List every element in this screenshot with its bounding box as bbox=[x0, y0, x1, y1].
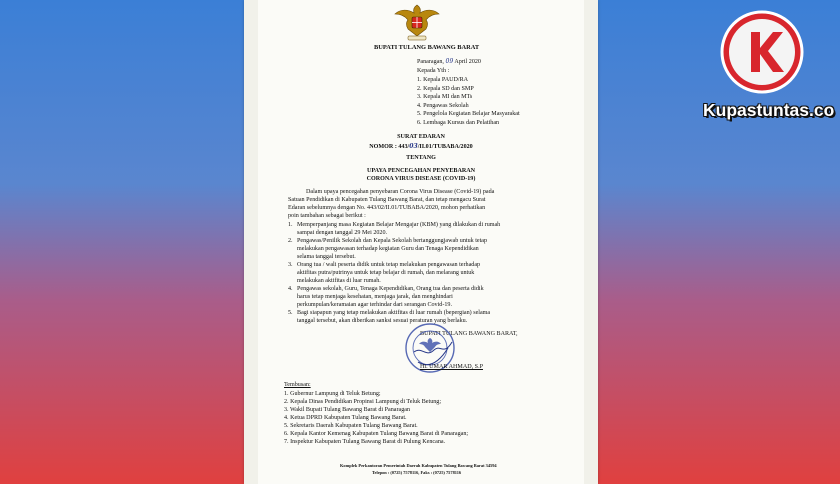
point-number: 4. bbox=[288, 286, 293, 292]
point-line: melakukan pengawasan terhadap kegiatan Guru dan Tenaga Kependidikan bbox=[297, 246, 479, 252]
subject-line-1: UPAYA PENCEGAHAN PENYEBARAN bbox=[366, 168, 476, 174]
point-line: Bagi siapapun yang tetap melakukan aktifitas di luar rumah (bepergian) selama bbox=[297, 310, 491, 316]
point-line: Pengawas sekolah, Guru, Tenaga Kependidikan, Orang tua dan peserta didik bbox=[297, 286, 484, 292]
recipients-label: Kepada Yth : bbox=[417, 68, 450, 74]
brand-logo-icon bbox=[720, 10, 804, 94]
cc-item: 2. Kepala Dinas Pendidikan Propinsi Lampung di Teluk Betung; bbox=[284, 399, 442, 405]
intro-line: Satuan Pendidikan di Kabupaten Tulang Bawang Barat, dan tetap mengacu Surat bbox=[288, 197, 486, 203]
point-number: 3. bbox=[288, 262, 293, 268]
about-label: TENTANG bbox=[406, 155, 436, 161]
cc-item: 7. Inspektur Kabupaten Tulang Bawang Barat di Pulung Kencana. bbox=[284, 439, 446, 445]
point-line: melakukan aktifitas di luar rumah. bbox=[297, 278, 381, 284]
doc-number bbox=[244, 143, 598, 151]
signature-title: BUPATI TULANG BAWANG BARAT, bbox=[420, 331, 518, 337]
recipient-item: 5. Pengelola Kegiatan Belajar Masyarakat bbox=[417, 111, 520, 117]
cc-item: 6. Kepala Kantor Kemenag Kabupaten Tulang Bawang Barat di Panaragan; bbox=[284, 431, 469, 437]
footer-address: Komplek Perkantoran Pemerintah Daerah Kabupaten Tulang Bawang Barat 34594 bbox=[340, 463, 497, 468]
letter-page bbox=[244, 0, 598, 484]
intro-line: Edaran sebelumnya dengan No. 443/02/II.01/TUBABA/2020, mohon perhatikan bbox=[288, 205, 486, 211]
point-line: aktifitas putra/putrinya untuk tetap belajar di rumah, dan melarang untuk bbox=[297, 270, 475, 276]
cc-item: 4. Ketua DPRD Kabupaten Tulang Bawang Barat. bbox=[284, 415, 407, 421]
signature-name: Hi. UMAR AHMAD, S.P bbox=[420, 364, 483, 370]
doc-type: SURAT EDARAN bbox=[397, 134, 445, 140]
paper-edge-left bbox=[244, 0, 258, 484]
subject-line-2: CORONA VIRUS DISEASE (COVID-19) bbox=[366, 176, 476, 182]
cc-item: 1. Gubernur Lampung di Teluk Betung; bbox=[284, 391, 381, 397]
point-line: tanggal tersebut, akan diberikan sanksi sesuai peraturan yang berlaku. bbox=[297, 318, 468, 324]
doc-number-prefix: NOMOR : 443/ bbox=[369, 144, 410, 150]
point-line: Pengawas/Penilik Sekolah dan Kepala Sekolah bertanggungjawab untuk tetap bbox=[297, 238, 488, 244]
intro-line: Dalam upaya pencegahan penyebaran Corona Virus Disease (Covid-19) pada bbox=[306, 189, 495, 195]
point-number: 1. bbox=[288, 222, 293, 228]
garuda-emblem-icon bbox=[394, 2, 440, 42]
recipient-item: 4. Pengawas Sekolah bbox=[417, 102, 469, 109]
point-line: Orang tua / wali peserta didik untuk tetap melakukan pengawasan terhadap bbox=[297, 262, 481, 268]
issuer-title: BUPATI TULANG BAWANG BARAT bbox=[374, 44, 480, 51]
point-line: harus tetap menjaga kesehatan, menjaga jarak, dan menghindari bbox=[297, 294, 453, 300]
cc-item: 3. Wakil Bupati Tulang Bawang Barat di Panaragan bbox=[284, 407, 410, 413]
cc-label: Tembusan: bbox=[284, 382, 311, 388]
doc-number-suffix: /II.01/TUBABA/2020 bbox=[417, 144, 473, 150]
place-date-rest: April 2020 bbox=[454, 59, 481, 65]
point-number: 2. bbox=[288, 238, 293, 244]
recipient-item: 6. Lembaga Kursus dan Pelatihan bbox=[417, 119, 500, 126]
place-date-day: 09 bbox=[445, 58, 454, 65]
doc-number-hand: 03 bbox=[409, 143, 418, 150]
recipient-item: 3. Kepala MI dan MTs bbox=[417, 94, 473, 100]
intro-line: poin tambahan sebagai berikut : bbox=[288, 213, 366, 219]
point-line: Memperpanjang masa Kegiatan Belajar Mengajar (KBM) yang dilakukan di rumah bbox=[297, 222, 501, 228]
place-date bbox=[417, 58, 481, 66]
point-line: sampai dengan tanggal 29 Mei 2020. bbox=[297, 230, 388, 236]
point-line: selama tanggal tersebut. bbox=[297, 254, 356, 260]
footer-contact: Telepon : (0725) 7578116, Faks : (0725) 7578116 bbox=[372, 470, 462, 475]
recipient-item: 1. Kepala PAUD/RA bbox=[417, 77, 469, 83]
point-line: perkumpulan/keramaian agar terhindar dari serangan Covid-19. bbox=[297, 302, 452, 308]
recipient-item: 2. Kepala SD dan SMP bbox=[417, 85, 474, 92]
point-number: 5. bbox=[288, 310, 293, 316]
place-date-prefix: Panaragan, bbox=[417, 59, 444, 65]
paper-edge-right bbox=[584, 0, 598, 484]
cc-item: 5. Sekretaris Daerah Kabupaten Tulang Bawang Barat. bbox=[284, 423, 418, 429]
brand-name: Kupastuntas.co bbox=[703, 100, 835, 120]
